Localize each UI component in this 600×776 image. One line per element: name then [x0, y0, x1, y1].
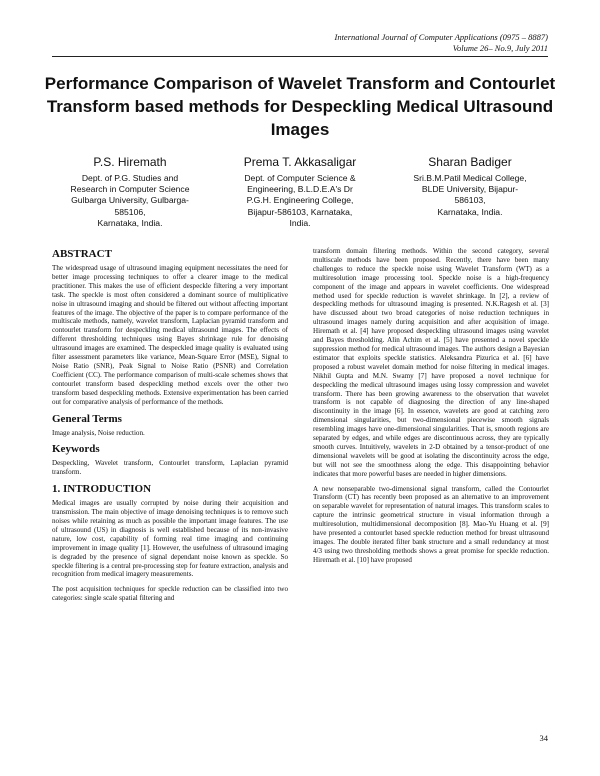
author-affiliation: BLDE University, Bijapur-: [421, 184, 519, 195]
keywords-text: Despeckling, Wavelet transform, Contourlet transform, Laplacian pyramid transform.: [52, 459, 288, 477]
author-name: Prema T. Akkasaligar: [243, 155, 357, 169]
author-name: Sharan Badiger: [428, 155, 512, 169]
paper-title: Performance Comparison of Wavelet Transform and Contourlet Transform based methods for Despeckling Medical Ultrasound Images: [44, 74, 556, 139]
author-affiliation: P.G.H. Engineering College,: [246, 195, 354, 206]
author-affiliation: 585106,: [114, 206, 146, 217]
right-column: [313, 247, 549, 571]
author-affiliation: Engineering, B.L.D.E.A's Dr: [247, 184, 353, 195]
author-block: [50, 155, 550, 229]
journal-volume: Volume 26– No.9, July 2011: [452, 43, 548, 53]
author-name: P.S. Hiremath: [93, 155, 167, 169]
abstract-heading: ABSTRACT: [52, 248, 112, 260]
author-affiliation: Bijapur-586103, Karnataka,: [247, 206, 353, 217]
introduction-paragraph: Medical images are usually corrupted by noise during their acquisition and transmission. The main objective of image denoising techniques is to remove such noises while retaining as much as possible the important image features. The use of ultrasound (US) in diagnosis is well established because of its non-invasive nature, low cost, capability of forming real time imaging and continuing improvement in image quality [1]. However, the usefulness of ultrasound imaging is degraded by the presence of signal dependant noise known as speckle. So speckle filtering is a central pre-processing step for feature extraction, analysis and recognition from medical imagery measurements.: [52, 499, 288, 579]
body-paragraph: A new nonseparable two-dimensional signal transform, called the Contourlet Transform (CT) has recently been proposed as an alternative to an improvement on separable wavelet for representation of natural images. This transform scales to capture the intrinsic geometrical structure in visual information through a multiresolution, multidimensional decomposition [8]. Mao-Yu Huang et al. [9] have presented a contourlet based speckle reduction method for breast ultrasound images. The double iterated filter bank structure and a small redundancy at most 4/3 using two thresholding methods shows a great promise for speckle reduction. Hiremath et al. [10] have proposed: [313, 484, 549, 564]
author-affiliation: Gulbarga University, Gulbarga-: [71, 195, 189, 206]
abstract-text: The widespread usage of ultrasound imaging equipment necessitates the need for better image processing techniques to offer a clearer image to the medical practitioner. This makes the use of efficient despeckle filtering a very important task. The speckle is most often considered a dominant source of multiplicative noise in ultrasound imaging and should be filtered out without affecting important features of the image. The objective of the paper is to compare performance of the multiscale methods, namely, wavelet transform, Laplacian pyramid transform and contourlet transform for despeckling medical ultrasound images. The effects of different thresholding techniques using Bayes shrinkage rule for denoising ultrasound images are examined. The despeckled image quality is evaluated using filter assessment parameters like variance, Mean-Square Error (MSE), Signal to Noise Ratio (SNR), Peak Signal to Noise Ratio (PSNR) and Correlation Coefficient (CC). The performance comparison of multi-scale schemes shows that contourlet transform based despeckling method excels over the other two transform based despeckling methods. Extensive experimentation has been carried out for comparative analysis of performance of the methods.: [52, 264, 288, 406]
author-affiliation: Sri.B.M.Patil Medical College,: [413, 173, 527, 183]
author-affiliation: Dept. of Computer Science &: [244, 173, 356, 183]
introduction-heading: 1. INTRODUCTION: [52, 483, 152, 496]
introduction-paragraph: The post acquisition techniques for speckle reduction can be classified into two categories: single scale spatial filtering and: [52, 585, 288, 603]
general-terms-text: Image analysis, Noise reduction.: [52, 428, 145, 437]
author-affiliation: Karnataka, India.: [437, 206, 503, 217]
author-affiliation: Karnataka, India.: [97, 217, 163, 228]
author-affiliation: Research in Computer Science: [70, 184, 190, 195]
author-affiliation: India.: [289, 217, 311, 228]
author-affiliation: Dept. of P.G. Studies and: [81, 173, 179, 183]
author-3: [390, 155, 550, 229]
page-number: 34: [539, 733, 548, 743]
journal-name: International Journal of Computer Applications (0975 – 8887): [334, 32, 548, 42]
author-1: [50, 155, 210, 229]
body-paragraph: transform domain filtering methods. Within the second category, several multiscale methods have been proposed. Recently, there have been many challenges to reduce the speckle noise using Wavelet Transform (WT) as a multiresolution image processing tool. Speckle noise is a high-frequency component of the image and appears in wavelet coefficients. One widespread method used for speckle reduction is wavelet shrinkage. In [2], a review of despeckling methods for ultrasound imaging is presented. N.K.Ragesh et al. [3] have discussed about two broad categories of noise reduction techniques in ultrasound images namely during acquisition and after acquisition of image. Hiremath et al. [4] have proposed despeckling ultrasound images using wavelet and Bayes thresholding. Alin Achim et al. [5] have presented a novel speckle suppression method for medical ultrasound images. The authors design a Bayesian estimator that exploits speckle statistics. Aleksandra Pizurica et al. [6] have proposed a robust wavelet domain method for noise filtering in medical images. Nikhil Gupta and M.N. Swamy [7] have proposed a novel technique for despeckling the medical ultrasound images using lossy compression and wavelet transform. There has been growing awareness to the observation that wavelet transform is not capable of diagnosing the direction of any line-shaped discontinuity in the image [6]. In essence, wavelets are good at catching zero dimensional singularities, but two-dimensional piecewise smooth signals resembling images have one-dimensional singularities. That is, smooth regions are separated by edges, and while edges are discontinuous across, they are typically smooth curves. Intuitively, wavelets in 2-D obtained by a tensor-product of one dimensional wavelets will be good at isolating the discontinuity across the edge, but will not see the smoothness along the edge. This disappointing behavior indicates that more powerful bases are needed in higher dimensions.: [313, 247, 549, 478]
left-column: [52, 248, 288, 609]
author-2: [220, 155, 380, 229]
author-affiliation: 586103,: [454, 195, 486, 206]
journal-header: [334, 32, 548, 54]
keywords-heading: Keywords: [52, 443, 100, 456]
header-rule: [52, 56, 548, 57]
general-terms-heading: General Terms: [52, 412, 122, 425]
